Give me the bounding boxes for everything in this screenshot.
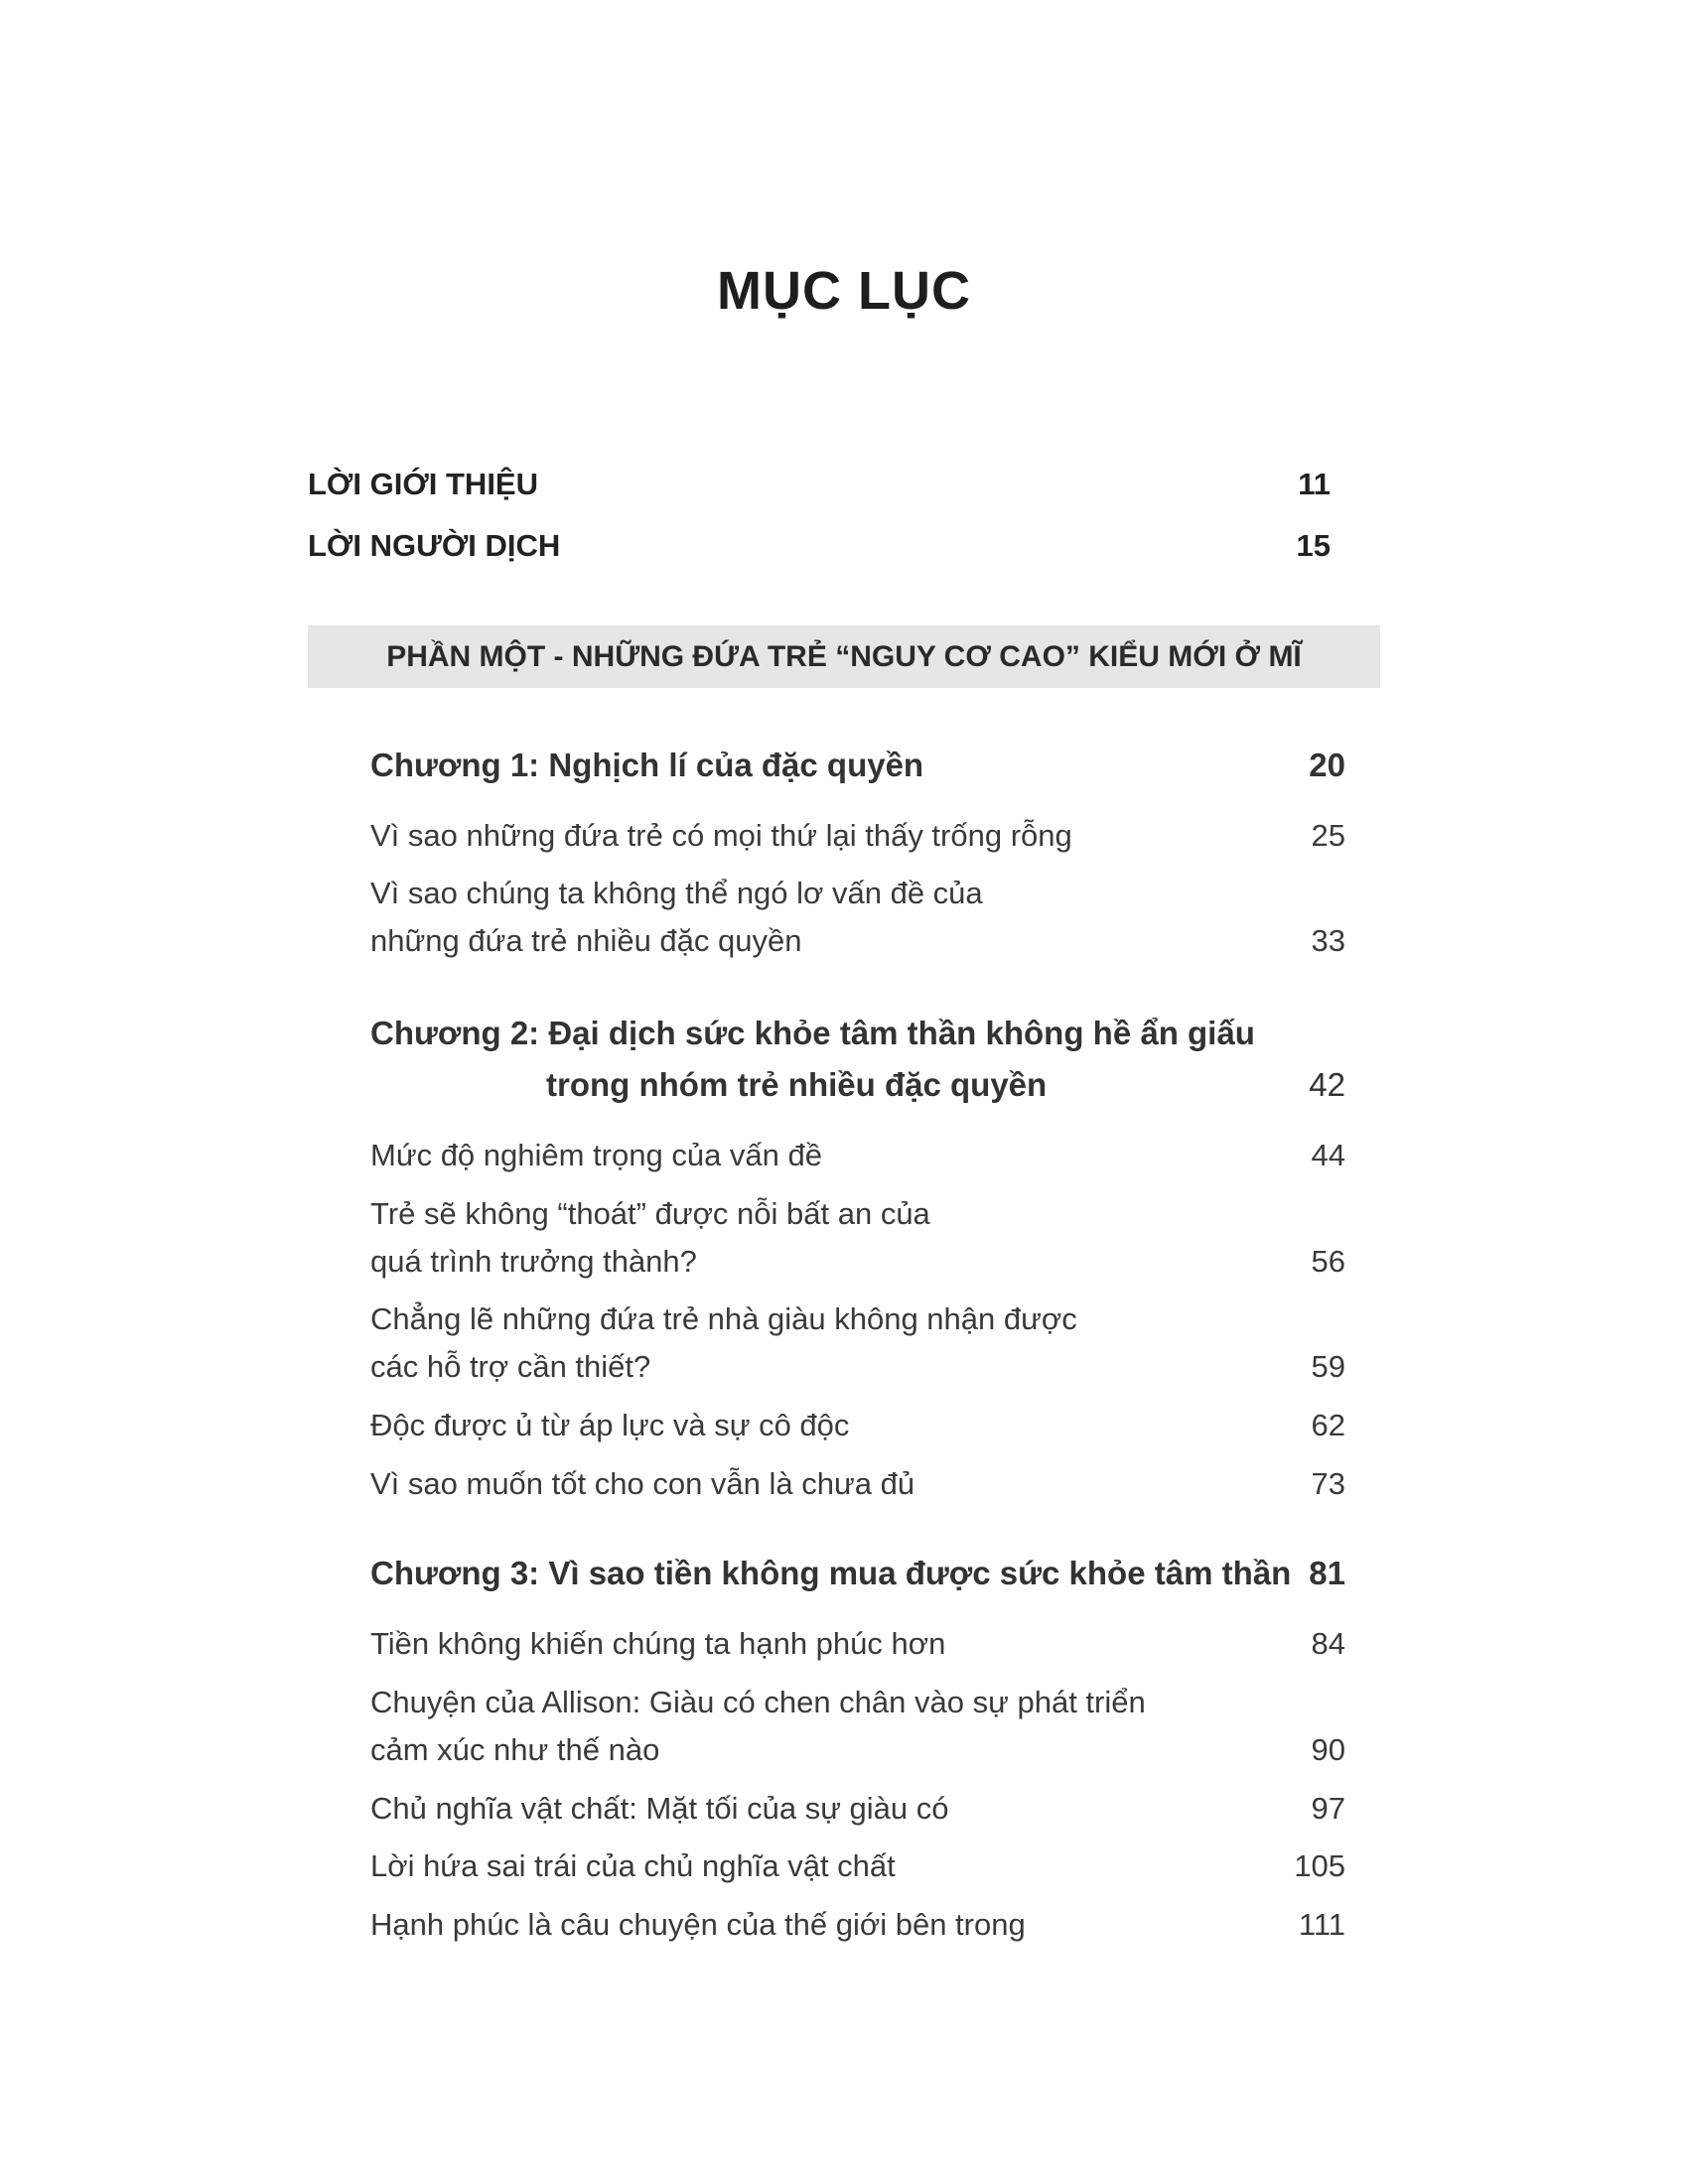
toc-entry-label: LỜI GIỚI THIỆU <box>308 467 539 501</box>
toc-page-number: 73 <box>1311 1466 1345 1501</box>
chapter-title-text: trong nhóm trẻ nhiều đặc quyền <box>546 1066 1048 1103</box>
toc-page-number: 97 <box>1311 1791 1345 1826</box>
section-title-text: những đứa trẻ nhiều đặc quyền <box>370 923 802 958</box>
toc-page-number: 44 <box>1311 1138 1345 1172</box>
section-title-text: Trẻ sẽ không “thoát” được nỗi bất an của <box>370 1196 930 1231</box>
section-title-text: cảm xúc như thế nào <box>370 1732 660 1767</box>
chapter-title-text: Chương 2: Đại dịch sức khỏe tâm thần không hề ẩn giấu <box>370 1015 1255 1051</box>
toc-page-number: 25 <box>1311 818 1345 853</box>
toc-page-number: 42 <box>1309 1066 1345 1103</box>
toc-page-number: 33 <box>1311 923 1345 958</box>
toc-page-number: 84 <box>1311 1626 1345 1661</box>
section-title-text: Tiền không khiến chúng ta hạnh phúc hơn <box>370 1626 946 1661</box>
toc-page-number: 56 <box>1311 1244 1345 1279</box>
toc-page-number: 59 <box>1311 1349 1345 1384</box>
chapter-title-text: Chương 3: Vì sao tiền không mua được sức khỏe tâm thần <box>370 1555 1292 1591</box>
toc-page-number: 90 <box>1311 1732 1345 1767</box>
toc-page-number: 20 <box>1309 747 1345 783</box>
section-title-text: Vì sao những đứa trẻ có mọi thứ lại thấy trống rỗng <box>370 818 1072 853</box>
toc-page-number: 15 <box>1296 528 1331 563</box>
section-title-text: Lời hứa sai trái của chủ nghĩa vật chất <box>370 1848 896 1883</box>
toc-page-number: 105 <box>1294 1848 1345 1883</box>
section-title-text: Chuyện của Allison: Giàu có chen chân vào sự phát triển <box>370 1685 1146 1719</box>
section-title-text: Vì sao chúng ta không thể ngó lơ vấn đề của <box>370 876 983 910</box>
page-title: MỤC LỤC <box>717 261 971 321</box>
section-title-text: các hỗ trợ cần thiết? <box>370 1349 651 1384</box>
toc-page-number: 62 <box>1311 1408 1345 1442</box>
toc-entry-label: LỜI NGƯỜI DỊCH <box>308 528 561 563</box>
toc-page-number: 11 <box>1298 467 1331 501</box>
chapter-title-text: Chương 1: Nghịch lí của đặc quyền <box>370 747 924 783</box>
section-title-text: Độc được ủ từ áp lực và sự cô độc <box>370 1408 850 1442</box>
toc-page-number: 111 <box>1298 1907 1345 1942</box>
section-title-text: Hạnh phúc là câu chuyện của thế giới bên trong <box>370 1907 1026 1942</box>
section-title-text: Chẳng lẽ những đứa trẻ nhà giàu không nhận được <box>370 1301 1077 1336</box>
toc-page-number: 81 <box>1309 1555 1345 1591</box>
section-title-text: Mức độ nghiêm trọng của vấn đề <box>370 1138 823 1172</box>
part-one-banner: PHẦN MỘT - NHỮNG ĐỨA TRẺ “NGUY CƠ CAO” KIỂU MỚI Ở MĨ <box>308 625 1380 688</box>
section-title-text: Chủ nghĩa vật chất: Mặt tối của sự giàu có <box>370 1791 949 1826</box>
section-title-text: Vì sao muốn tốt cho con vẫn là chưa đủ <box>370 1466 915 1501</box>
section-title-text: quá trình trưởng thành? <box>370 1244 697 1279</box>
